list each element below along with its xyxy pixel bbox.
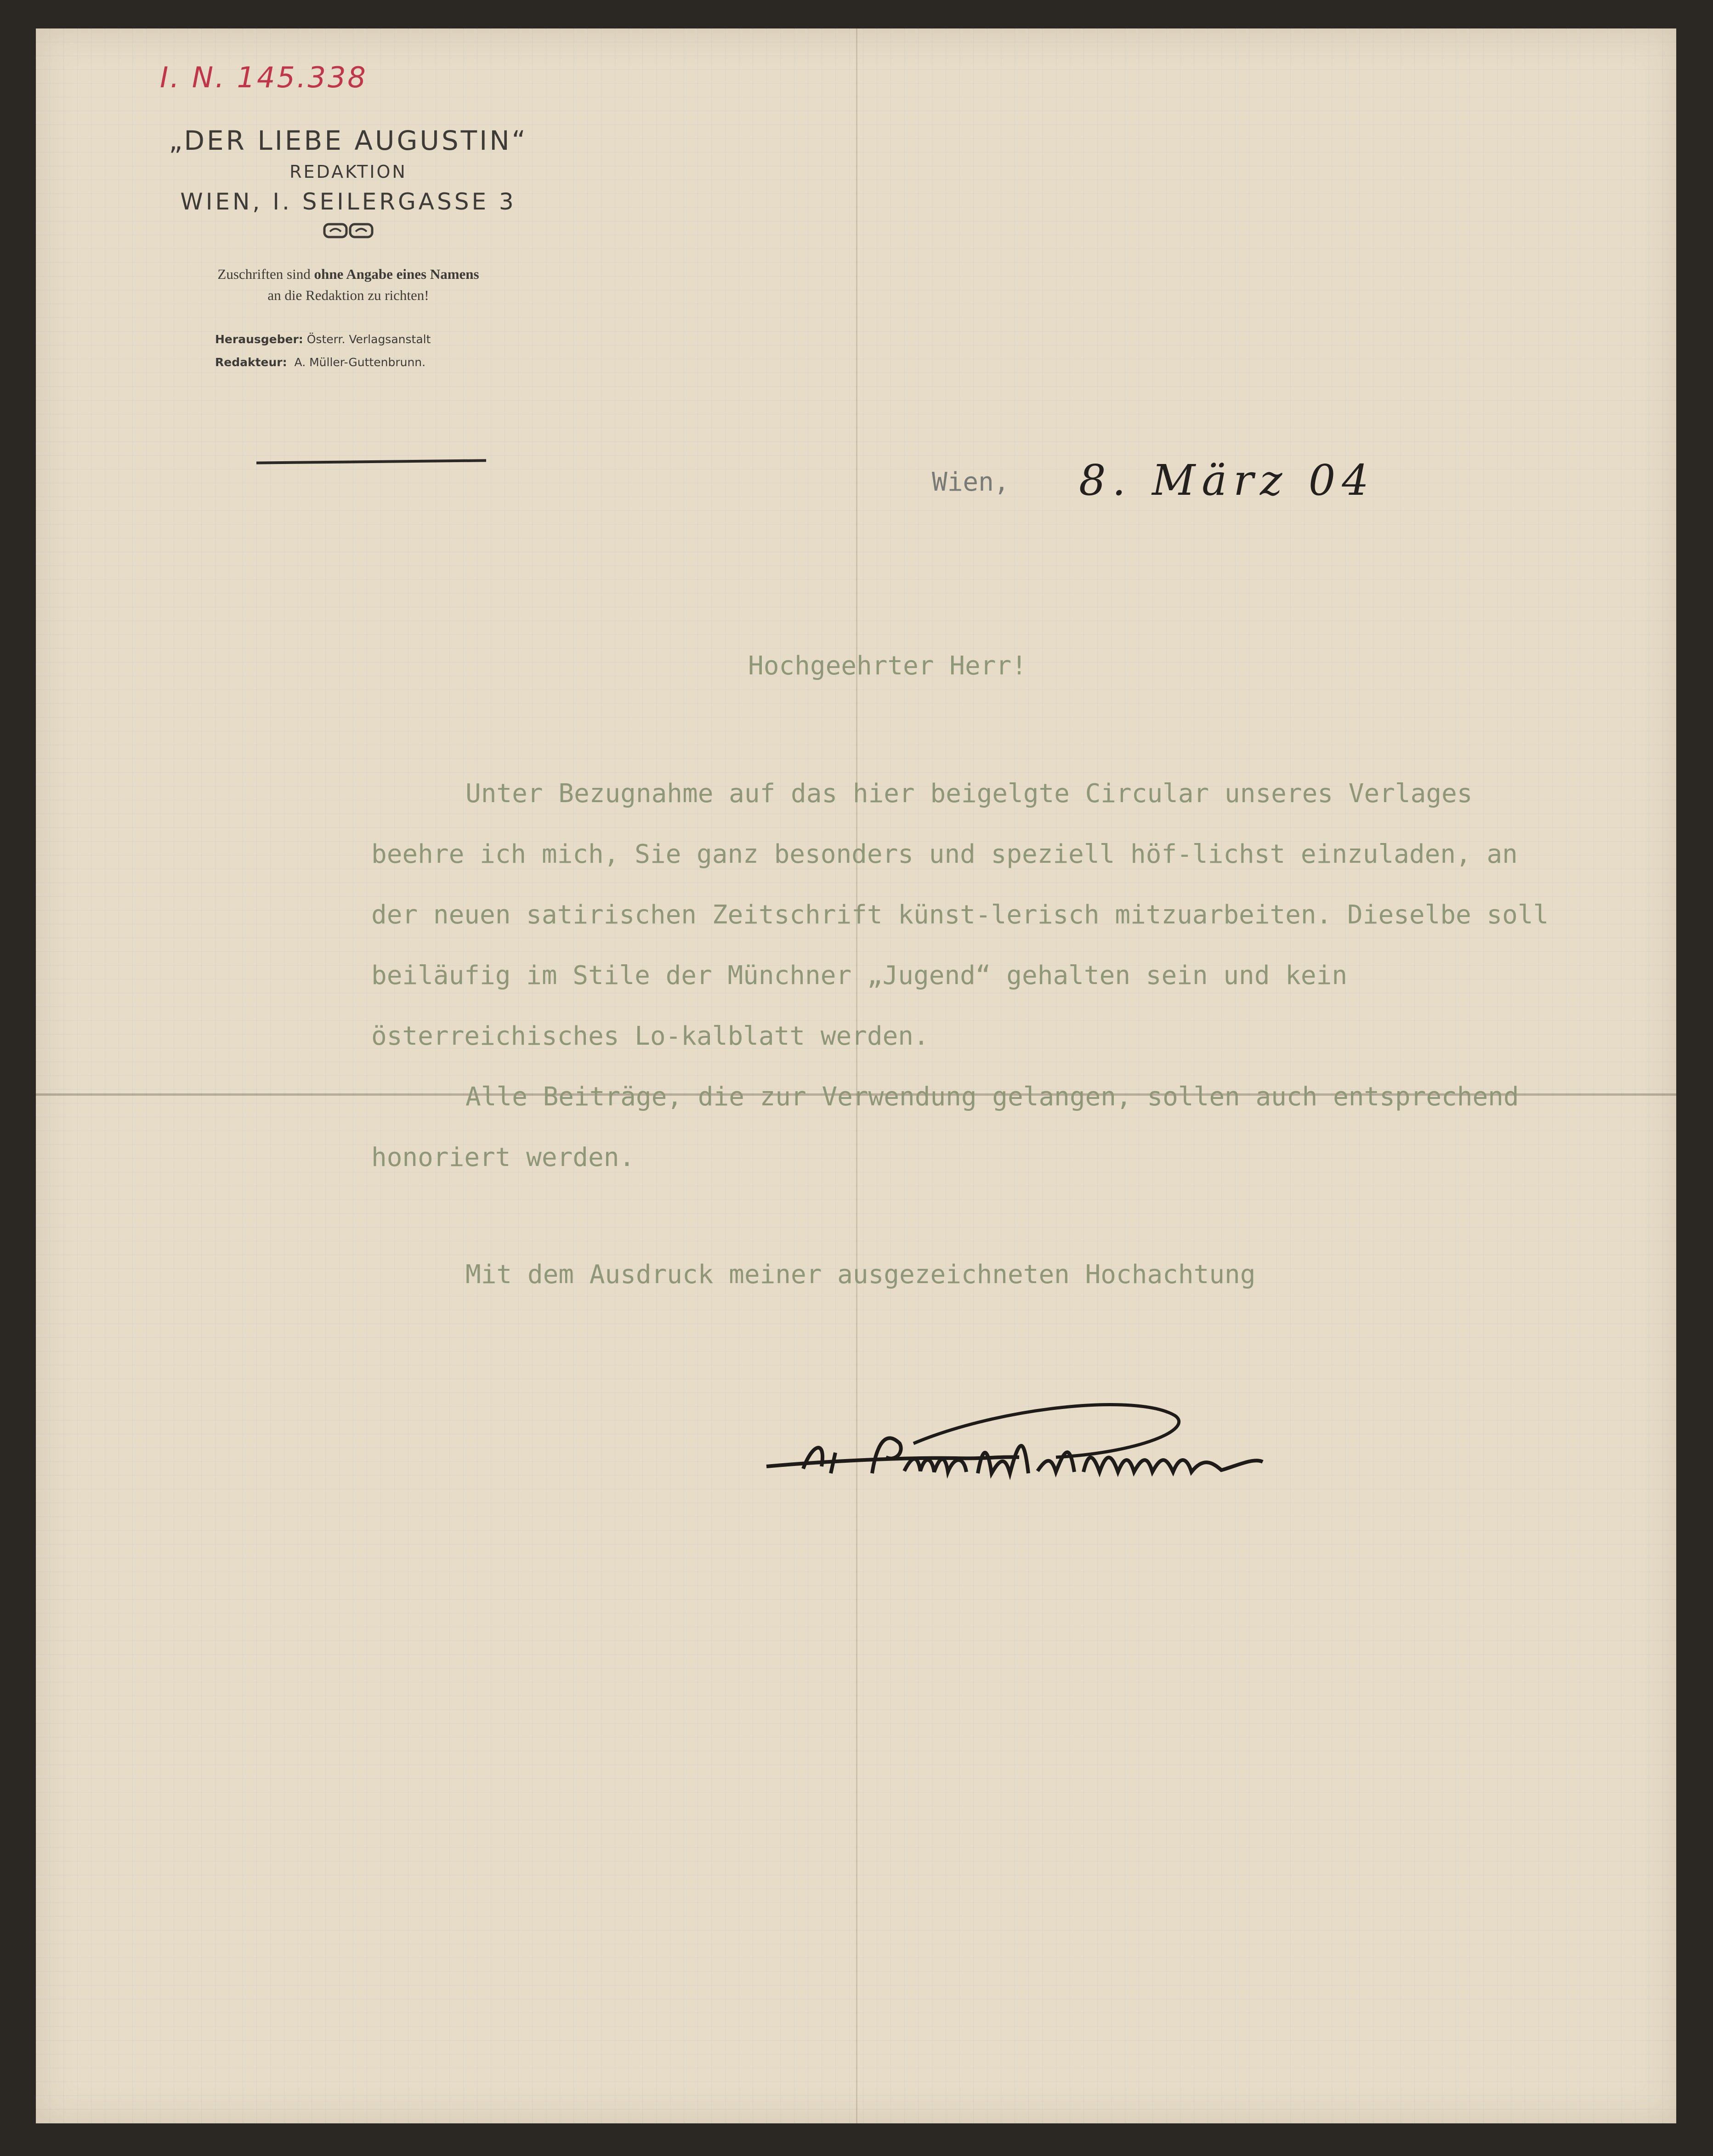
- publisher-line: [215, 328, 569, 351]
- note-text: Zuschriften sind: [217, 266, 314, 282]
- letterhead-rule: [256, 459, 486, 464]
- publisher-label: Herausgeber:: [215, 333, 303, 346]
- letterhead-address: WIEN, I. SEILERGASSE 3: [180, 188, 516, 215]
- editor-label: Redakteur:: [215, 356, 287, 369]
- handwritten-date: 8. März 04: [1079, 456, 1375, 505]
- signature: [762, 1388, 1378, 1510]
- editor-line: [215, 351, 569, 374]
- letter-sheet: [36, 28, 1676, 2123]
- letterhead-subtitle: REDAKTION: [289, 162, 407, 182]
- body-paragraph-1: Unter Bezugnahme auf das hier beigelgte Circular unseres Verlages beehre ich mich, Sie ganz besonders und speziell höf-lichst einzuladen, an der neuen satirischen Zeitschrift künst-lerisch mitzuarbeiten. Dieselbe soll beiläufig im Stile der Münchner „Jugend“ gehalten sein und kein österreichisches Lo-kalblatt werden.: [371, 779, 1549, 1051]
- note-bold-text: ohne Angabe eines Namens: [314, 266, 479, 282]
- note-line-2: an die Redaktion zu richten!: [267, 287, 429, 303]
- letter-body: [371, 764, 1557, 1188]
- archive-number: I. N. 145.338: [160, 61, 368, 94]
- editor-name: A. Müller-Guttenbrunn.: [294, 356, 426, 369]
- salutation: Hochgeehrter Herr!: [748, 651, 1027, 681]
- body-paragraph-2: Alle Beiträge, die zur Verwendung gelangen, sollen auch entsprechend honoriert werden.: [371, 1082, 1519, 1172]
- ornament-icon: [323, 222, 374, 241]
- letterhead: [128, 125, 569, 374]
- letterhead-meta: [128, 328, 569, 374]
- place: Wien,: [932, 467, 1010, 497]
- letterhead-title: „DER LIEBE AUGUSTIN“: [169, 125, 528, 156]
- letterhead-note: [128, 264, 569, 306]
- closing-formula: Mit dem Ausdruck meiner ausgezeichneten Hochachtung: [465, 1260, 1256, 1290]
- publisher-name: Österr. Verlagsanstalt: [306, 333, 431, 346]
